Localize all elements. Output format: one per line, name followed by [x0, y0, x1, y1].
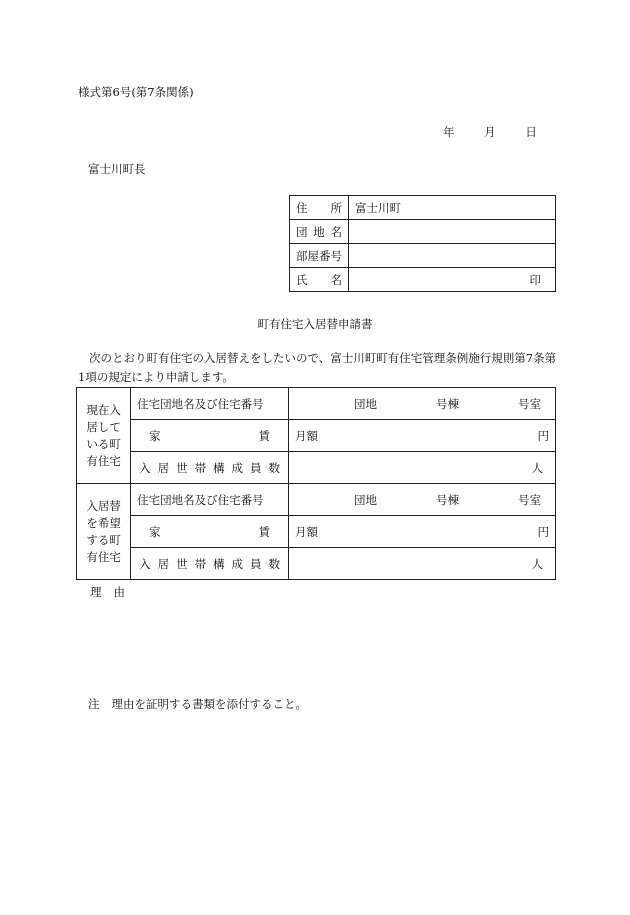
reason-label — [90, 584, 137, 600]
complex-value[interactable] — [349, 220, 556, 244]
address-value[interactable]: 富士川町 — [349, 196, 556, 220]
room-label: 部屋番号 — [290, 244, 349, 268]
note-prefix: 注 — [88, 697, 100, 711]
current-location-row — [77, 388, 556, 420]
rent-prefix: 月額 — [295, 524, 318, 539]
current-members-row — [77, 452, 556, 484]
members-value[interactable] — [289, 452, 556, 484]
date-year: 年 — [443, 125, 455, 139]
name-value[interactable] — [349, 268, 556, 292]
members-label: 入居世帯構成員数 — [131, 548, 289, 580]
seal-mark: 印 — [529, 272, 541, 287]
building-unit: 号棟 — [436, 492, 459, 507]
current-rent-row — [77, 420, 556, 452]
rent-value[interactable] — [289, 516, 556, 548]
reason-char-1: 理 — [90, 585, 102, 599]
complex-unit: 団地 — [354, 492, 377, 507]
rent-label: 家賃 — [131, 420, 289, 452]
building-unit: 号棟 — [436, 396, 459, 411]
addressee: 富士川町長 — [88, 162, 146, 176]
location-label: 住宅団地名及び住宅番号 — [131, 484, 289, 516]
form-number: 様式第6号(第7条関係) — [78, 85, 194, 99]
complex-unit: 団地 — [354, 396, 377, 411]
room-unit: 号室 — [518, 396, 541, 411]
members-unit: 人 — [531, 556, 543, 571]
rent-label: 家賃 — [131, 516, 289, 548]
desired-members-row — [77, 548, 556, 580]
desired-location-row — [77, 484, 556, 516]
rent-prefix: 月額 — [295, 428, 318, 443]
location-value[interactable] — [289, 388, 556, 420]
housing-table — [76, 387, 556, 580]
address-label: 住 所 — [290, 196, 349, 220]
current-housing-label: 現在入居している町有住宅 — [77, 388, 131, 484]
applicant-address-row — [290, 196, 556, 220]
rent-unit: 円 — [537, 524, 549, 539]
note-text: 理由を証明する書類を添付すること。 — [111, 697, 307, 711]
desired-rent-row — [77, 516, 556, 548]
rent-value[interactable] — [289, 420, 556, 452]
location-label: 住宅団地名及び住宅番号 — [131, 388, 289, 420]
members-value[interactable] — [289, 548, 556, 580]
room-value[interactable] — [349, 244, 556, 268]
date-month: 月 — [484, 125, 496, 139]
reason-char-2: 由 — [113, 585, 125, 599]
name-label: 氏 名 — [290, 268, 349, 292]
members-unit: 人 — [531, 460, 543, 475]
document-title: 町有住宅入居替申請書 — [257, 317, 373, 331]
body-text: 次のとおり町有住宅の入居替えをしたいので、富士川町町有住宅管理条例施行規則第7条第1項の規定により申請します。 — [78, 351, 557, 384]
desired-housing-label: 入居替を希望する町有住宅 — [77, 484, 131, 580]
note — [88, 696, 307, 712]
applicant-table — [289, 195, 556, 292]
complex-label: 団地名 — [290, 220, 349, 244]
members-label: 入居世帯構成員数 — [131, 452, 289, 484]
applicant-room-row — [290, 244, 556, 268]
location-value[interactable] — [289, 484, 556, 516]
date-day: 日 — [525, 125, 537, 139]
applicant-complex-row — [290, 220, 556, 244]
rent-unit: 円 — [537, 428, 549, 443]
room-unit: 号室 — [518, 492, 541, 507]
date-line — [443, 124, 537, 140]
applicant-name-row — [290, 268, 556, 292]
